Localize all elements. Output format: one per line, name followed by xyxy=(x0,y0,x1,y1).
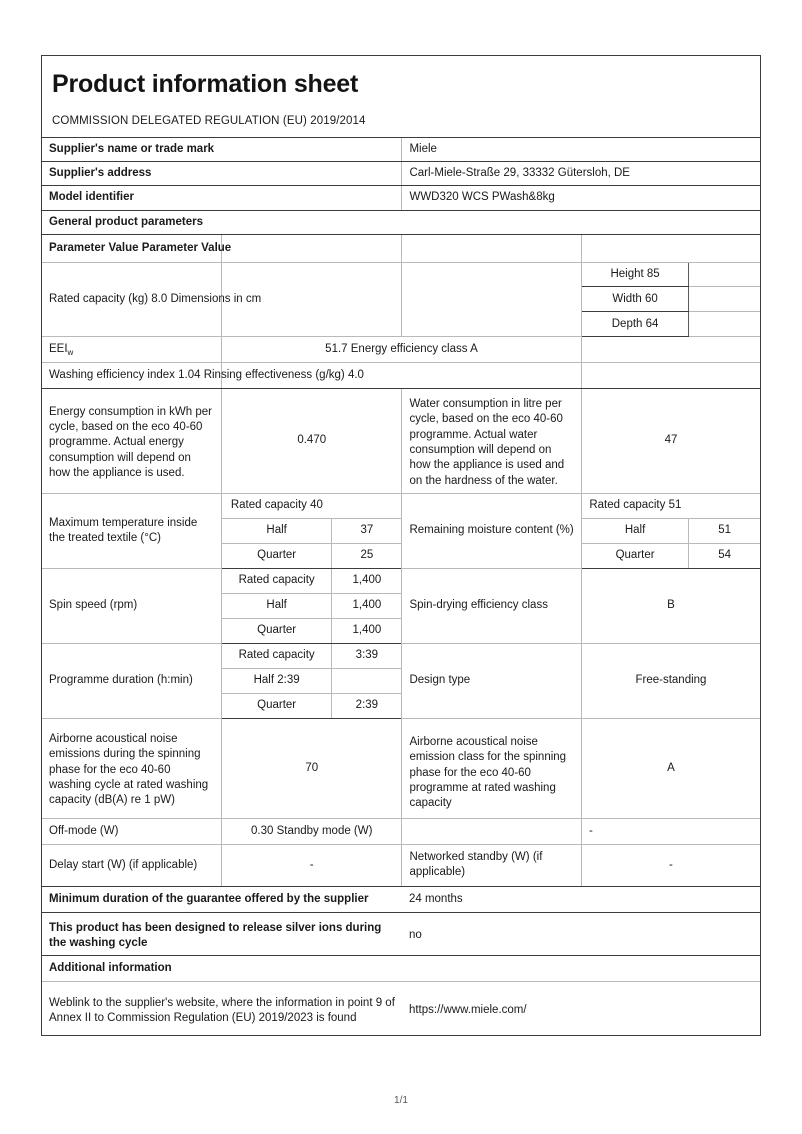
table-row-silver-ions xyxy=(42,912,760,956)
table-row-washing-efficiency xyxy=(42,363,760,389)
model-identifier-value: WWD320 WCS PWash&8kg xyxy=(402,186,760,210)
eei-label xyxy=(42,337,221,363)
design-type-label: Design type xyxy=(402,643,581,718)
eei-spacer xyxy=(581,337,760,363)
noise-emissions-label: Airborne acoustical noise emissions during the spinning phase for the eco 40-60 washing cycle at rated washing capacity (dB(A) re 1 pW) xyxy=(42,718,221,818)
dimension-depth-spacer xyxy=(689,312,760,337)
supplier-address-value: Carl-Miele-Straße 29, 33332 Gütersloh, DE xyxy=(402,162,760,186)
spin-speed-rated-label: Rated capacity xyxy=(221,568,331,593)
programme-duration-rated-value: 3:39 xyxy=(332,643,402,668)
supplier-address-label: Supplier's address xyxy=(42,162,402,186)
temperature-half-value: 37 xyxy=(332,518,402,543)
table-row-supplier-name xyxy=(42,137,760,161)
parameter-value-header: Parameter Value Parameter Value xyxy=(42,234,221,262)
washing-efficiency-label: Washing efficiency index 1.04 Rinsing effectiveness (g/kg) 4.0 xyxy=(42,363,221,389)
eei-value: 51.7 Energy efficiency class A xyxy=(221,337,581,363)
table-row-noise xyxy=(42,718,760,818)
energy-consumption-label: Energy consumption in kWh per cycle, based on the eco 40-60 programme. Actual energy consumption will depend on how the appliance is used. xyxy=(42,389,221,494)
table-row-temperature-rated xyxy=(42,493,760,518)
delay-start-label: Delay start (W) (if applicable) xyxy=(42,844,221,886)
dimension-height: Height 85 xyxy=(581,262,688,286)
temperature-half-label: Half xyxy=(221,518,331,543)
silver-ions-value: no xyxy=(402,912,760,956)
washing-efficiency-spacer-2 xyxy=(581,363,760,389)
table-row-guarantee xyxy=(42,886,760,912)
model-identifier-label: Model identifier xyxy=(42,186,402,210)
eei-subscript: w xyxy=(67,348,74,358)
temperature-quarter-label: Quarter xyxy=(221,543,331,568)
supplier-name-label: Supplier's name or trade mark xyxy=(42,137,402,161)
table-row-supplier-address xyxy=(42,162,760,186)
networked-standby-value: - xyxy=(581,844,760,886)
energy-consumption-value: 0.470 xyxy=(221,389,401,494)
moisture-rated-capacity-value xyxy=(689,493,760,518)
temperature-rated-capacity-value xyxy=(332,493,402,518)
table-row-eei xyxy=(42,337,760,363)
dimension-height-spacer xyxy=(689,262,760,286)
regulation-subtitle: COMMISSION DELEGATED REGULATION (EU) 2019/2014 xyxy=(52,114,366,127)
standby-mode-spacer xyxy=(402,818,581,844)
eei-label-text: EEI xyxy=(49,343,68,356)
noise-class-value: A xyxy=(581,718,760,818)
water-consumption-label: Water consumption in litre per cycle, based on the eco 40-60 programme. Actual water consumption will depend on how the appliance is used and on the hardness of the water. xyxy=(402,389,581,494)
table-row-programme-duration-rated xyxy=(42,643,760,668)
parameter-header-spacer-1 xyxy=(221,234,401,262)
rated-capacity-label: Rated capacity (kg) 8.0 Dimensions in cm xyxy=(42,262,221,336)
silver-ions-label: This product has been designed to release silver ions during the washing cycle xyxy=(42,912,402,956)
programme-duration-rated-label: Rated capacity xyxy=(221,643,331,668)
table-row-general-parameters xyxy=(42,210,760,234)
programme-duration-quarter-label: Quarter xyxy=(221,693,331,718)
delay-start-value: - xyxy=(221,844,401,886)
table-row-off-mode xyxy=(42,818,760,844)
product-information-sheet xyxy=(41,55,761,1036)
table-row-parameter-header xyxy=(42,234,760,262)
moisture-quarter-label: Quarter xyxy=(581,543,688,568)
spin-speed-quarter-value: 1,400 xyxy=(332,618,402,643)
moisture-half-value: 51 xyxy=(689,518,760,543)
off-mode-value: 0.30 Standby mode (W) xyxy=(221,818,401,844)
page-footer: 1/1 xyxy=(394,1095,408,1106)
remaining-moisture-label: Remaining moisture content (%) xyxy=(402,493,581,568)
page-title: Product information sheet xyxy=(52,70,359,98)
table-row-delay-start xyxy=(42,844,760,886)
spin-speed-quarter-label: Quarter xyxy=(221,618,331,643)
spin-drying-class-label: Spin-drying efficiency class xyxy=(402,568,581,643)
weblink-value: https://www.miele.com/ xyxy=(402,982,760,1036)
dimension-width-spacer xyxy=(689,287,760,312)
programme-duration-half-label: Half 2:39 xyxy=(221,668,331,693)
parameter-header-spacer-2 xyxy=(402,234,581,262)
table-row-weblink xyxy=(42,982,760,1036)
general-parameters-header: General product parameters xyxy=(42,210,760,234)
spin-speed-rated-value: 1,400 xyxy=(332,568,402,593)
dimension-depth: Depth 64 xyxy=(581,312,688,337)
table-row-spin-speed-rated xyxy=(42,568,760,593)
additional-information-header: Additional information xyxy=(42,956,760,982)
programme-duration-quarter-value: 2:39 xyxy=(332,693,402,718)
weblink-label: Weblink to the supplier's website, where the information in point 9 of Annex II to Commission Regulation (EU) 2019/2023 is found xyxy=(42,982,402,1036)
table-row-consumption xyxy=(42,389,760,494)
spin-drying-class-value: B xyxy=(581,568,760,643)
programme-duration-label: Programme duration (h:min) xyxy=(42,643,221,718)
water-consumption-value: 47 xyxy=(581,389,760,494)
dimension-width: Width 60 xyxy=(581,287,688,312)
supplier-name-value: Miele xyxy=(402,137,760,161)
programme-duration-half-value xyxy=(332,668,402,693)
parameter-header-spacer-3 xyxy=(581,234,760,262)
spin-speed-half-label: Half xyxy=(221,593,331,618)
guarantee-label: Minimum duration of the guarantee offered by the supplier xyxy=(42,886,402,912)
design-type-value: Free-standing xyxy=(581,643,760,718)
moisture-half-label: Half xyxy=(581,518,688,543)
table-row-rated-capacity-height xyxy=(42,262,760,286)
product-parameters-table xyxy=(42,137,760,1037)
table-row-model-identifier xyxy=(42,186,760,210)
spin-speed-half-value: 1,400 xyxy=(332,593,402,618)
temperature-quarter-value: 25 xyxy=(332,543,402,568)
off-mode-label: Off-mode (W) xyxy=(42,818,221,844)
moisture-quarter-value: 54 xyxy=(689,543,760,568)
moisture-rated-capacity-label: Rated capacity 51 xyxy=(581,493,688,518)
noise-class-label: Airborne acoustical noise emission class for the spinning phase for the eco 40-60 programme at rated washing capacity xyxy=(402,718,581,818)
networked-standby-label: Networked standby (W) (if applicable) xyxy=(402,844,581,886)
max-temperature-label: Maximum temperature inside the treated textile (°C) xyxy=(42,493,221,568)
noise-emissions-value: 70 xyxy=(221,718,401,818)
rated-capacity-spacer-2 xyxy=(402,262,581,336)
temperature-rated-capacity-label: Rated capacity 40 xyxy=(221,493,331,518)
standby-mode-value: - xyxy=(581,818,760,844)
table-row-additional-information xyxy=(42,956,760,982)
guarantee-value: 24 months xyxy=(402,886,760,912)
spin-speed-label: Spin speed (rpm) xyxy=(42,568,221,643)
